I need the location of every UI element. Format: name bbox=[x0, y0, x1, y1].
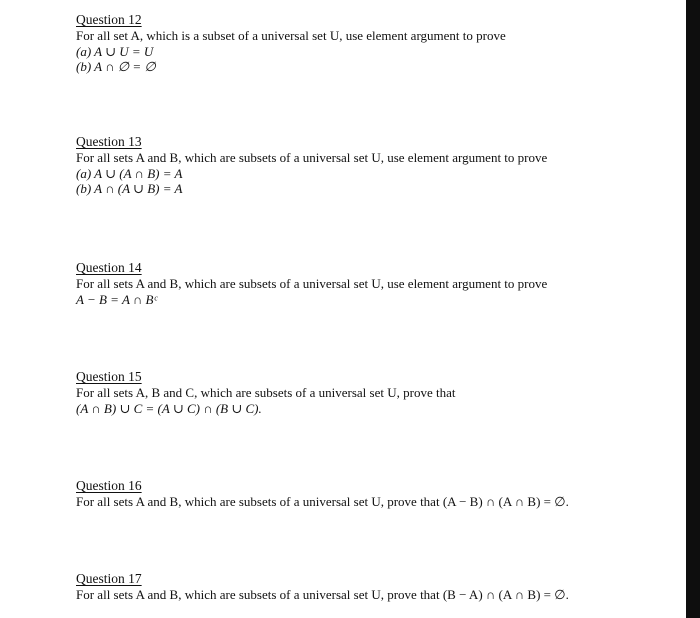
question-title: Question 16 bbox=[76, 478, 142, 493]
question-text: For all sets A, B and C, which are subsets of a universal set U, prove that bbox=[76, 385, 456, 400]
question-part-a: (a) A ∪ (A ∩ B) = A bbox=[76, 165, 183, 181]
question-equation: (A ∩ B) ∪ C = (A ∪ C) ∩ (B ∪ C). bbox=[76, 400, 262, 416]
question-title: Question 15 bbox=[76, 369, 142, 384]
question-text: For all sets A and B, which are subsets of a universal set U, prove that (B − A) ∩ (A ∩ B) = ∅. bbox=[76, 587, 569, 602]
question-16 bbox=[76, 477, 569, 510]
question-text: For all sets A and B, which are subsets of a universal set U, use element argument to prove bbox=[76, 150, 548, 165]
question-14 bbox=[76, 259, 547, 307]
question-title: Question 17 bbox=[76, 571, 142, 586]
question-15 bbox=[76, 368, 455, 416]
question-part-b: (b) A ∩ (A ∪ B) = A bbox=[76, 181, 183, 196]
question-text: For all set A, which is a subset of a universal set U, use element argument to prove bbox=[76, 28, 506, 43]
question-13 bbox=[76, 133, 547, 197]
question-text: For all sets A and B, which are subsets of a universal set U, prove that (A − B) ∩ (A ∩ B) = ∅. bbox=[76, 494, 569, 509]
question-title: Question 14 bbox=[76, 260, 142, 275]
question-17 bbox=[76, 570, 569, 603]
question-title: Question 13 bbox=[76, 134, 142, 149]
question-part-a: (a) A ∪ U = U bbox=[76, 43, 154, 59]
question-equation: A − B = A ∩ Bᶜ bbox=[76, 291, 157, 307]
question-part-b: (b) A ∩ ∅ = ∅ bbox=[76, 59, 156, 74]
dark-window-edge bbox=[686, 0, 700, 618]
question-text: For all sets A and B, which are subsets of a universal set U, use element argument to prove bbox=[76, 276, 548, 291]
question-12 bbox=[76, 11, 506, 75]
question-title: Question 12 bbox=[76, 12, 142, 27]
